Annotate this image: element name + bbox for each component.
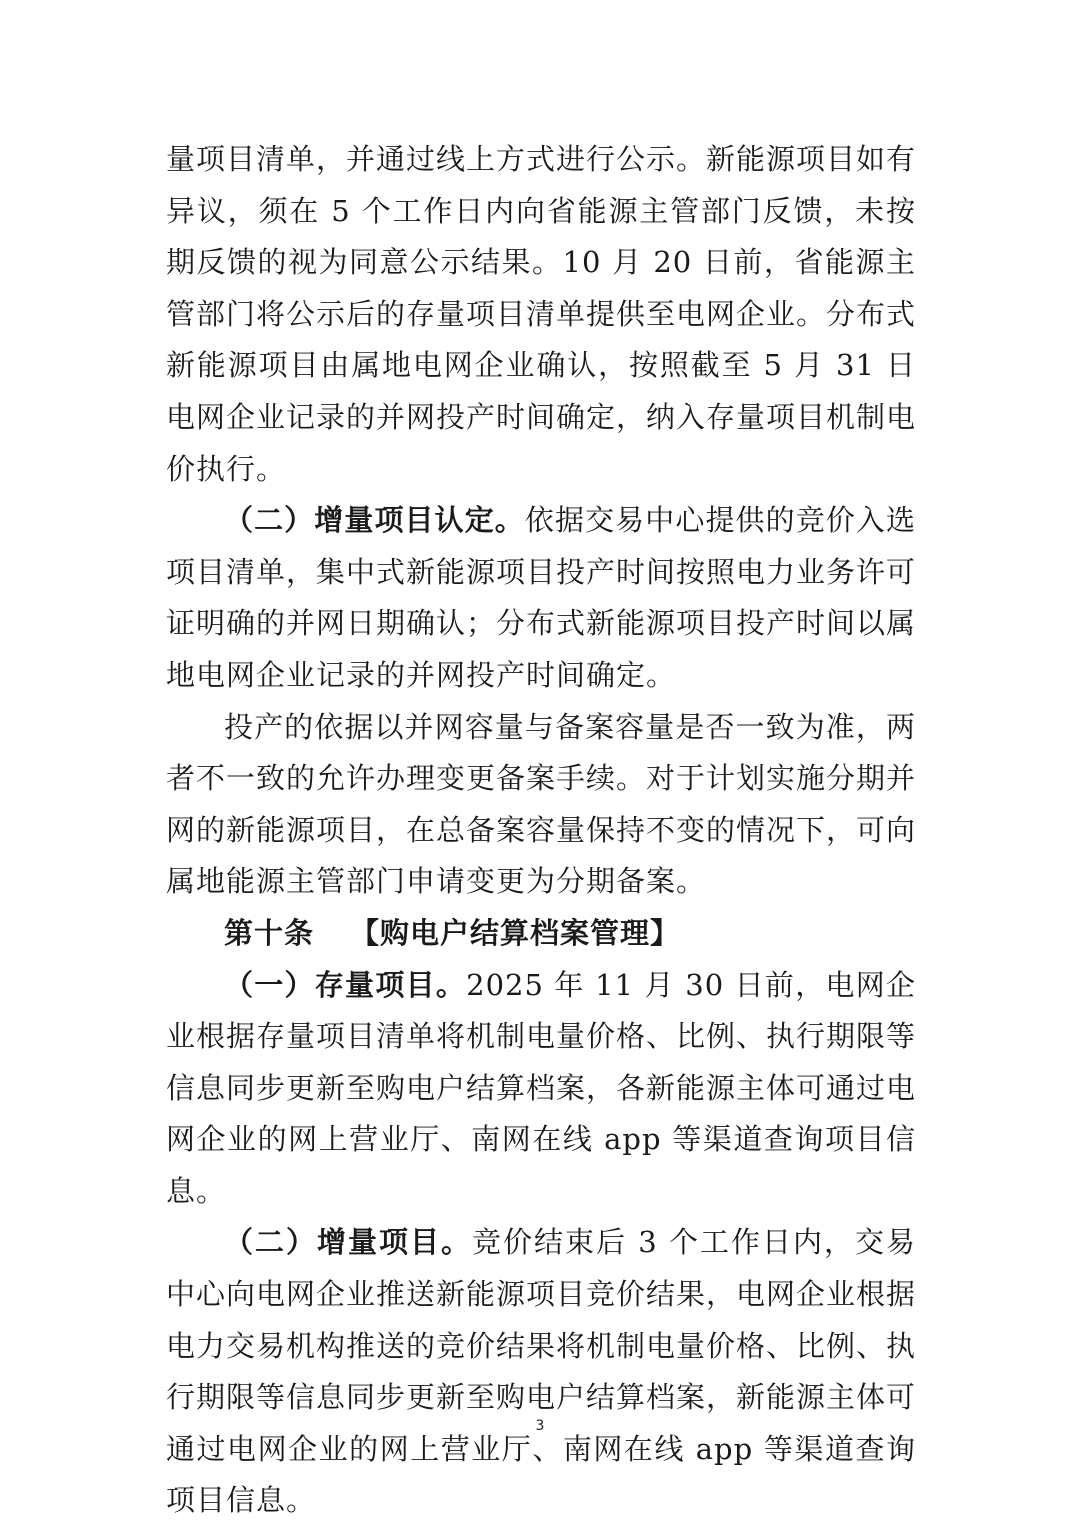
paragraph-incremental-project-settlement xyxy=(166,1217,916,1527)
section-heading-incremental-recognition: （二）增量项目认定。 xyxy=(224,503,525,538)
paragraph-body: 2025 年 11 月 30 日前，电网企业根据存量项目清单将机制电量价格、比例、执行期限等信息同步更新至购电户结算档案，各新能源主体可通过电网企业的网上营业厅、南网在线 app 等渠道查询项目信息。 xyxy=(166,967,917,1208)
document-body xyxy=(166,134,916,1527)
paragraph-body: 依据交易中心提供的竞价入选项目清单，集中式新能源项目投产时间按照电力业务许可证明确的并网日期确认；分布式新能源项目投产时间以属地电网企业记录的并网投产时间确定。 xyxy=(166,503,917,692)
section-heading-stock-project: （一）存量项目。 xyxy=(224,967,467,1002)
paragraph-incremental-project-recognition xyxy=(166,495,916,701)
section-heading-incremental-project: （二）增量项目。 xyxy=(224,1225,473,1260)
article-title: 【购电户结算档案管理】 xyxy=(350,915,681,950)
article-number: 第十条 xyxy=(224,915,315,950)
article-heading xyxy=(166,908,916,960)
paragraph-stock-project-list: 量项目清单，并通过线上方式进行公示。新能源项目如有异议，须在 5 个工作日内向省能源主管部门反馈，未按期反馈的视为同意公示结果。10 月 20 日前，省能源主管部门将公示后的存量项目清单提供至电网企业。分布式新能源项目由属地电网企业确认，按照截至 5 月 31 日电网企业记录的并网投产时间确定，纳入存量项目机制电价执行。 xyxy=(166,142,917,486)
paragraph-stock-project-settlement xyxy=(166,960,916,1218)
paragraph-commissioning-basis: 投产的依据以并网容量与备案容量是否一致为准，两者不一致的允许办理变更备案手续。对于计划实施分期并网的新能源项目，在总备案容量保持不变的情况下，可向属地能源主管部门申请变更为分期备案。 xyxy=(166,709,917,899)
page-number: 3 xyxy=(535,1418,545,1434)
paragraph-body: 竞价结束后 3 个工作日内，交易中心向电网企业推送新能源项目竞价结果，电网企业根据电力交易机构推送的竞价结果将机制电量价格、比例、执行期限等信息同步更新至购电户结算档案，新能源主体可通过电网企业的网上营业厅、南网在线 app 等渠道查询项目信息。 xyxy=(166,1225,917,1518)
